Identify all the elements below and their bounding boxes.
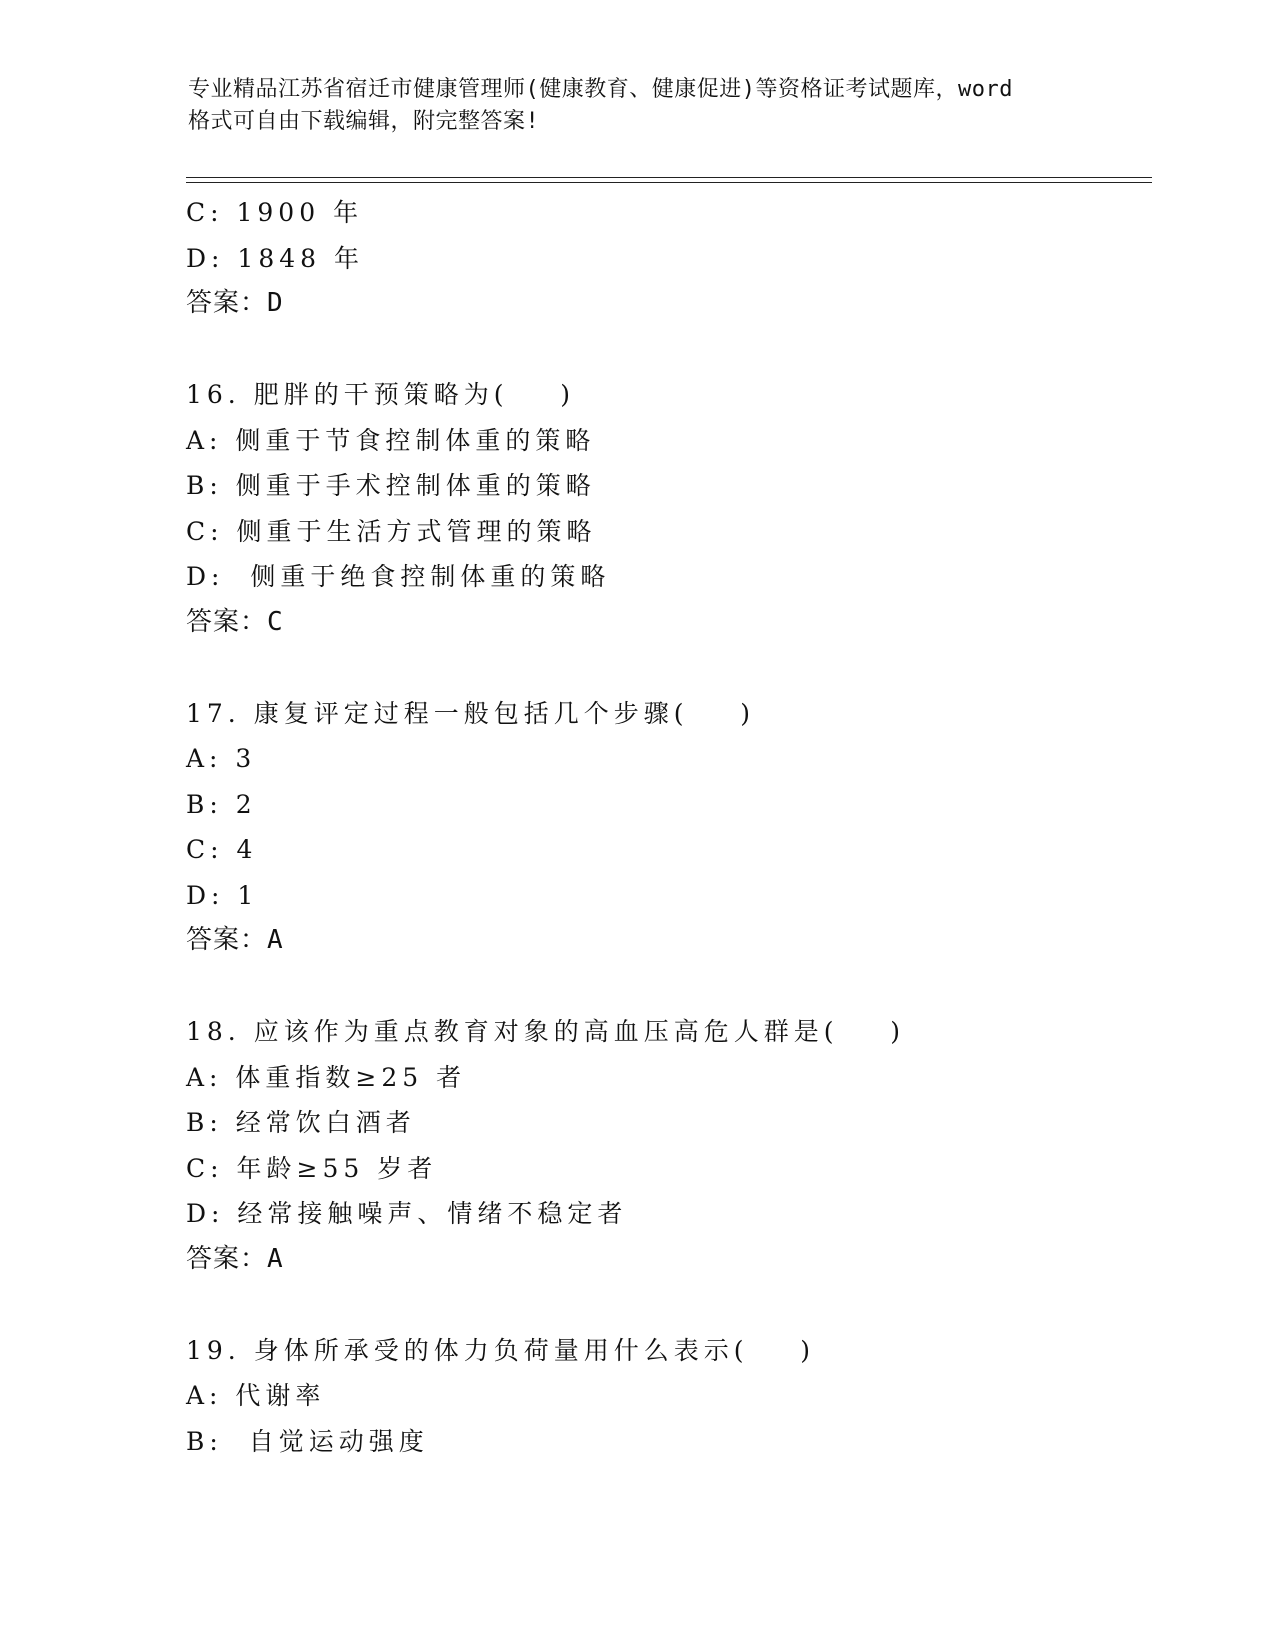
question-list: [186, 190, 1136, 1464]
option-c: C: 4: [186, 835, 258, 864]
answer-line: 答案：D: [186, 288, 284, 318]
option-d: D: 1848 年: [186, 243, 364, 273]
question-stem-18: 18. 应该作为重点教育对象的高血压高危人群是( ): [186, 1017, 906, 1046]
option-b: B: 侧重于手术控制体重的策略: [186, 471, 596, 500]
option-b: B: 2: [186, 789, 257, 819]
question-stem-19: 19. 身体所承受的体力负荷量用什么表示( ): [186, 1335, 816, 1365]
header-line-1: 专业精品江苏省宿迁市健康管理师(健康教育、健康促进)等资格证考试题库，word: [188, 77, 1013, 102]
question-stem-17: 17. 康复评定过程一般包括几个步骤( ): [186, 698, 756, 728]
question-stem-16: 16. 肥胖的干预策略为( ): [186, 380, 575, 409]
option-b: B: 自觉运动强度: [186, 1426, 429, 1456]
header-divider-bottom: [186, 182, 1152, 183]
option-a: A: 侧重于节食控制体重的策略: [186, 425, 596, 455]
option-a: A: 3: [186, 744, 257, 773]
answer-line: 答案：A: [186, 1243, 284, 1274]
option-a: A: 代谢率: [186, 1381, 326, 1410]
option-a: A: 体重指数≥25 者: [186, 1062, 467, 1092]
option-d: D: 侧重于绝食控制体重的策略: [186, 562, 611, 591]
document-header: [188, 74, 1088, 138]
option-c: C: 年龄≥55 岁者: [186, 1153, 438, 1183]
header-divider-top: [186, 177, 1152, 178]
option-d: D: 1: [186, 880, 259, 910]
option-c: C: 侧重于生活方式管理的策略: [186, 516, 597, 546]
option-c: C: 1900 年: [186, 198, 364, 227]
header-line-2: 格式可自由下载编辑，附完整答案!: [188, 109, 540, 134]
answer-line: 答案：A: [186, 925, 284, 955]
option-d: D: 经常接触噪声、情绪不稳定者: [186, 1199, 628, 1228]
answer-line: 答案：C: [186, 606, 284, 637]
option-b: B: 经常饮白酒者: [186, 1108, 416, 1137]
